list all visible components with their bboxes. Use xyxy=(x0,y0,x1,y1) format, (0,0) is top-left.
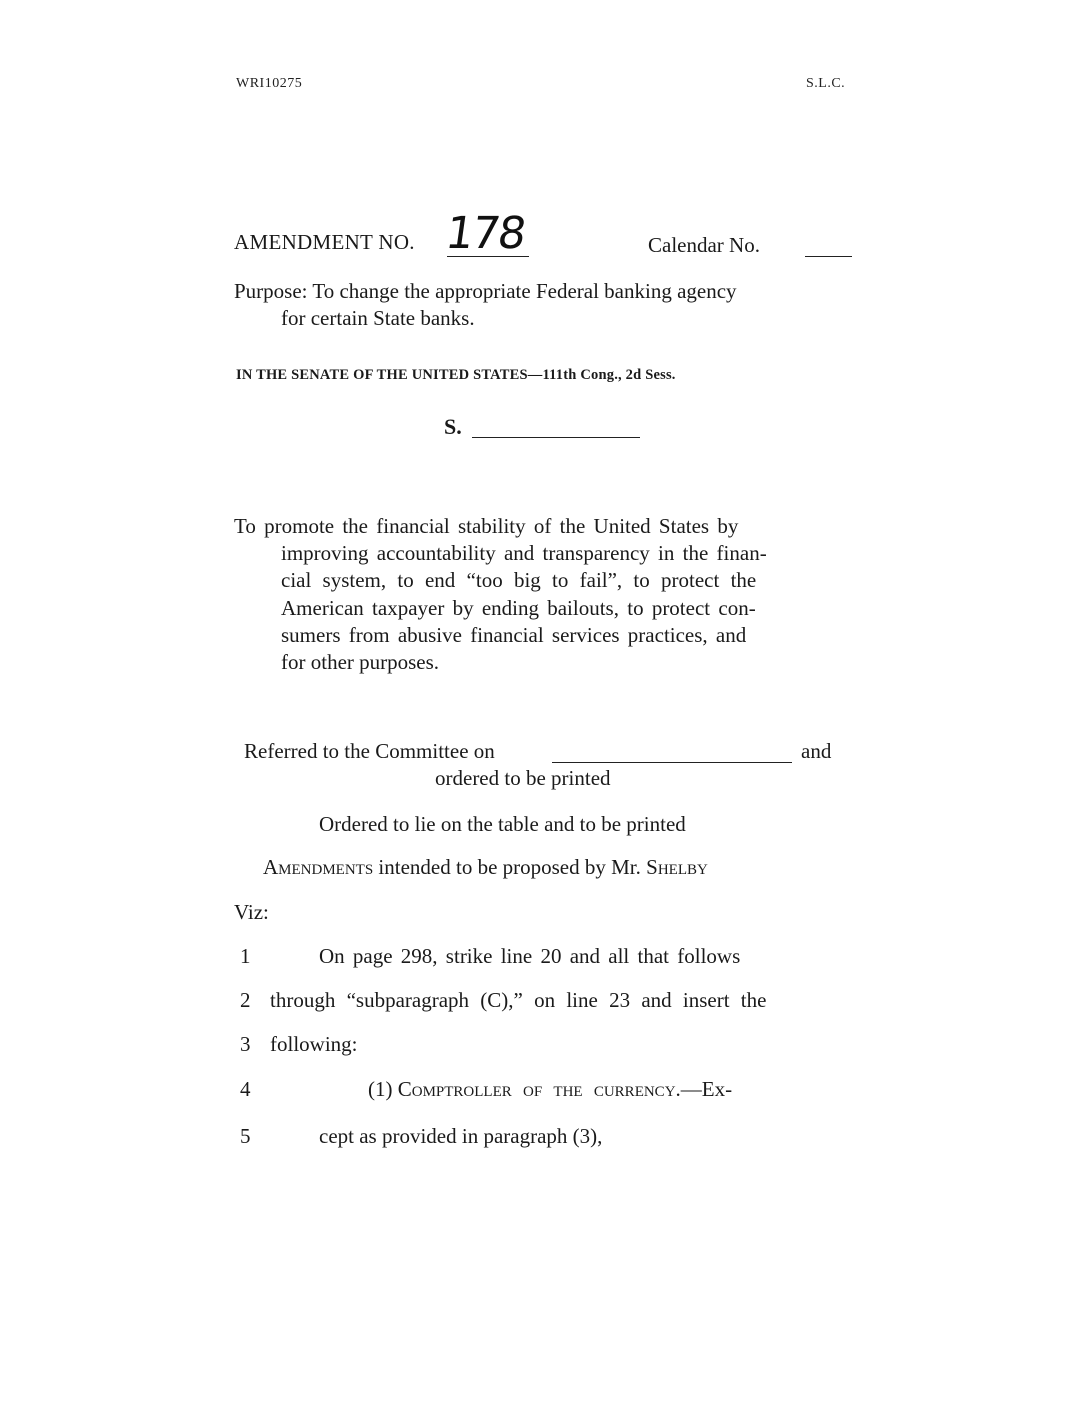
viz-label: Viz: xyxy=(234,900,269,924)
title-line: To promote the financial stability of the United States by xyxy=(234,514,739,538)
referred-suffix: and xyxy=(801,739,832,763)
line-number: 3 xyxy=(240,1032,251,1056)
bill-text-line: On page 298, strike line 20 and all that follows xyxy=(319,944,741,968)
bill-number-line xyxy=(472,437,640,438)
purpose-line-2: for certain State banks. xyxy=(281,306,475,330)
amendment-number-line xyxy=(447,256,529,257)
referred-prefix: Referred to the Committee on xyxy=(244,739,495,763)
paragraph-heading: Comptroller of the currency xyxy=(397,1077,676,1101)
referred-line-2: ordered to be printed xyxy=(435,766,611,790)
line-number: 5 xyxy=(240,1124,251,1148)
senate-heading: IN THE SENATE OF THE UNITED STATES—111th Cong., 2d Sess. xyxy=(236,367,676,383)
lie-on-table-line: Ordered to lie on the table and to be printed xyxy=(319,812,686,836)
committee-blank-line xyxy=(552,762,792,763)
calendar-number-line xyxy=(805,256,852,257)
calendar-label: Calendar No. xyxy=(648,233,760,257)
bill-text-line: cept as provided in paragraph (3), xyxy=(319,1124,603,1148)
paragraph-heading-suffix: .—Ex- xyxy=(675,1077,733,1101)
bill-text-line: through “subparagraph (C),” on line 23 and insert the xyxy=(270,988,767,1012)
bill-text-line: following: xyxy=(270,1032,358,1056)
title-line: for other purposes. xyxy=(281,650,440,674)
paragraph-designator: (1) xyxy=(368,1077,398,1101)
amendments-word: Amendments xyxy=(263,855,374,879)
amendments-middle: intended to be proposed by Mr. xyxy=(373,855,647,879)
line-number: 4 xyxy=(240,1077,251,1101)
line-number: 1 xyxy=(240,944,251,968)
title-line: sumers from abusive financial services practices, and xyxy=(281,623,747,647)
line-number: 2 xyxy=(240,988,251,1012)
bill-text-line xyxy=(368,1077,732,1102)
document-id: WRI10275 xyxy=(236,76,303,91)
title-line: American taxpayer by ending bailouts, to protect con- xyxy=(281,596,756,620)
amendments-intended-line xyxy=(263,855,708,880)
title-line: cial system, to end “too big to fail”, to protect the xyxy=(281,568,757,592)
sponsor-name: Shelby xyxy=(646,855,708,879)
amendment-label: AMENDMENT NO. xyxy=(234,230,415,254)
bill-prefix: S. xyxy=(444,414,462,439)
title-line: improving accountability and transparency in the finan- xyxy=(281,541,767,565)
amendment-number-handwritten: 178 xyxy=(442,208,528,259)
purpose-line-1: Purpose: To change the appropriate Federal banking agency xyxy=(234,279,737,303)
slc-mark: S.L.C. xyxy=(806,76,846,91)
